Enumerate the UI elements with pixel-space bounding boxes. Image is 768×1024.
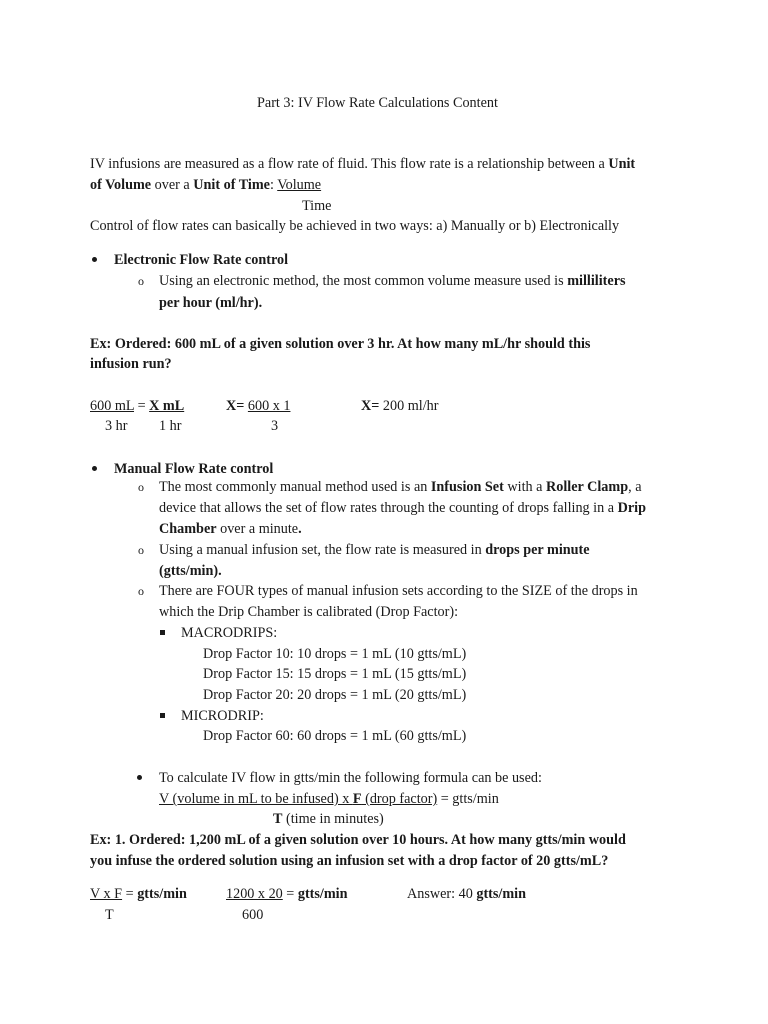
bullet-dot-icon <box>137 775 142 780</box>
page-title: Part 3: IV Flow Rate Calculations Content <box>257 95 498 111</box>
manual-heading: Manual Flow Rate control <box>114 461 274 477</box>
formula-drop-factor: (drop factor) <box>361 791 438 807</box>
intro-unit: Unit <box>608 156 636 172</box>
electronic-sub-line-1 <box>159 272 626 290</box>
roller-clamp: Roller Clamp <box>546 479 629 495</box>
manual-text: Using a manual infusion set, the flow rate is measured in <box>159 542 486 558</box>
eq1-numerator: 600 mL <box>90 398 135 414</box>
eq2-x: X= <box>226 398 245 414</box>
square-bullet-icon <box>160 713 165 718</box>
eq-1200x20: 1200 x 20 <box>226 886 283 902</box>
eq-vxf: V x F <box>90 886 123 902</box>
manual-s2-line-1 <box>159 541 590 559</box>
formula-numerator <box>159 790 499 808</box>
example1-eq3 <box>361 397 438 415</box>
electronic-heading: Electronic Flow Rate control <box>114 252 289 268</box>
circle-bullet-icon: o <box>138 274 144 288</box>
infusion-set: Infusion Set <box>430 479 504 495</box>
answer-unit: gtts/min <box>476 886 527 902</box>
manual-text: The most commonly manual method used is an <box>159 479 431 495</box>
example1-line-1: Ex: Ordered: 600 mL of a given solution over 3 hr. At how many mL/hr should this <box>90 336 591 352</box>
formula-intro: To calculate IV flow in gtts/min the following formula can be used: <box>159 770 542 786</box>
manual-s1-line-1 <box>159 478 642 496</box>
microdrip-label: MICRODRIP: <box>181 708 264 724</box>
electronic-sub-line-2: per hour (ml/hr). <box>159 295 263 311</box>
intro-line-1 <box>90 155 635 173</box>
eq3-x: X= <box>361 398 380 414</box>
manual-text: over a minute <box>216 521 299 537</box>
circle-bullet-icon: o <box>138 543 144 557</box>
drop-factor-60: Drop Factor 60: 60 drops = 1 mL (60 gtts/mL) <box>203 728 467 744</box>
eq1-equals: = <box>134 398 150 414</box>
manual-s2-line-2: (gtts/min). <box>159 563 222 579</box>
eq1-denominator-left: 3 hr <box>105 418 128 434</box>
intro-text: over a <box>151 177 194 193</box>
intro-of-volume: of Volume <box>90 177 152 193</box>
drop-factor-15: Drop Factor 15: 15 drops = 1 mL (15 gtts/mL) <box>203 666 467 682</box>
example1-line-2: infusion run? <box>90 356 172 372</box>
example2-line-1: Ex: 1. Ordered: 1,200 mL of a given solution over 10 hours. At how many gtts/min would <box>90 832 626 848</box>
circle-bullet-icon: o <box>138 584 144 598</box>
intro-unit-of-time: Unit of Time <box>193 177 270 193</box>
period: . <box>298 521 302 537</box>
example1-eq1 <box>90 397 184 415</box>
formula-time: (time in minutes) <box>282 811 384 827</box>
bullet-dot-icon <box>92 257 97 262</box>
chamber: Chamber <box>159 521 217 537</box>
manual-s3-line-2: which the Drip Chamber is calibrated (Drop Factor): <box>159 604 459 620</box>
manual-text: , a <box>628 479 642 495</box>
manual-s1-line-2 <box>159 499 646 517</box>
intro-text: IV infusions are measured as a flow rate of fluid. This flow rate is a relationship between a <box>90 156 609 172</box>
manual-text: with a <box>503 479 546 495</box>
drop-factor-10: Drop Factor 10: 10 drops = 1 mL (10 gtts/mL) <box>203 646 467 662</box>
eq1-x-ml: X mL <box>149 398 185 414</box>
eq3-result: 200 ml/hr <box>379 398 439 414</box>
example2-line-2: you infuse the ordered solution using an infusion set with a drop factor of 20 gtts/mL? <box>90 853 609 869</box>
milliliters: milliliters <box>567 273 626 289</box>
example2-eq1 <box>90 885 187 903</box>
formula-volume: V (volume in mL to be infused) x <box>159 791 353 807</box>
eq1-denominator-right: 1 hr <box>159 418 182 434</box>
eq-denominator-t: T <box>105 907 114 923</box>
intro-colon: : <box>269 177 278 193</box>
answer-text: Answer: 40 <box>407 886 477 902</box>
electronic-text: Using an electronic method, the most common volume measure used is <box>159 273 568 289</box>
eq-equals: = <box>282 886 298 902</box>
eq-gtts-min: gtts/min <box>137 886 187 902</box>
example2-eq2 <box>226 885 348 903</box>
manual-text: device that allows the set of flow rates through the counting of drops falling in a <box>159 500 618 516</box>
manual-s3-line-1: There are FOUR types of manual infusion sets according to the SIZE of the drops in <box>159 583 638 599</box>
drop-factor-20: Drop Factor 20: 20 drops = 1 mL (20 gtts/mL) <box>203 687 467 703</box>
time-denominator: Time <box>302 198 332 214</box>
formula-t: T <box>273 811 283 827</box>
intro-line-2 <box>90 176 321 194</box>
formula-result: = gtts/min <box>437 791 499 807</box>
macrodrips-label: MACRODRIPS: <box>181 625 278 641</box>
manual-s1-line-3 <box>159 520 302 538</box>
example1-eq2 <box>226 397 290 415</box>
eq-equals: = <box>122 886 138 902</box>
bullet-dot-icon <box>92 466 97 471</box>
drops-per-minute: drops per minute <box>485 542 590 558</box>
square-bullet-icon <box>160 630 165 635</box>
formula-f: F <box>352 791 362 807</box>
drip: Drip <box>617 500 646 516</box>
example2-answer <box>407 885 526 903</box>
formula-denominator <box>273 810 384 828</box>
volume-numerator: Volume <box>277 177 322 193</box>
circle-bullet-icon: o <box>138 480 144 494</box>
eq2-denominator: 3 <box>271 418 279 434</box>
eq-gtts-min: gtts/min <box>297 886 348 902</box>
eq2-numerator: 600 x 1 <box>247 398 291 414</box>
eq-denominator-600: 600 <box>242 907 264 923</box>
intro-line-4: Control of flow rates can basically be achieved in two ways: a) Manually or b) Electronically <box>90 218 620 234</box>
